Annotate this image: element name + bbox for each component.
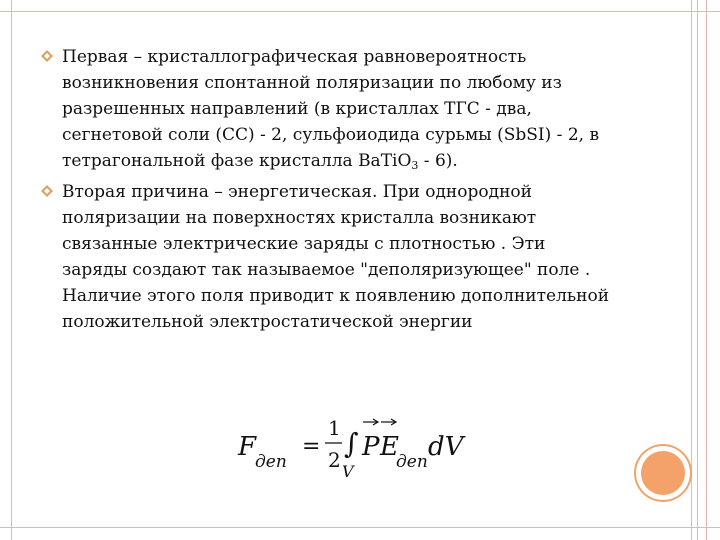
diamond-bullet-icon [40, 49, 54, 63]
paragraph-energetic: Вторая причина – энергетическая. При однородной поляризации на поверхностях кристалла возникают связанные электрические заряды с плотностью . Эти заряды создают так называемое "деполяризующее" поле . Наличие этого поля приводит к появлению дополнительной положительной электростатической энергии [62, 182, 610, 332]
depolarization-energy-formula [228, 405, 468, 485]
formula-dv: dV [428, 432, 464, 462]
list-item [40, 179, 615, 335]
paragraph-crystallographic: Первая – кристаллографическая равновероятность возникновения спонтанной поляризации по любому из разрешенных направлений (в кристаллах ТГС - два, сегнетовой соли (СС) - 2, сульфоиодида сурьмы (SbSI) - 2, в тетрагональной фазе кристалла BaTiO$_3$ - 6). [62, 47, 600, 172]
list-item [40, 44, 615, 179]
formula-integral: ∫ [344, 427, 359, 460]
formula-vector-e: E [380, 432, 399, 462]
decorative-circle [641, 451, 685, 495]
frame-line-right-2 [697, 0, 698, 540]
diamond-bullet-icon [40, 184, 54, 198]
formula-volume: V [342, 462, 354, 481]
formula-lhs: F [238, 432, 257, 462]
formula-fraction-denominator: 2 [328, 448, 341, 472]
frame-line-bottom [0, 527, 720, 528]
frame-line-top [0, 11, 720, 12]
frame-line-right-1 [691, 0, 692, 540]
subscript-3: 3 [411, 159, 419, 172]
formula-equals: = [302, 434, 321, 459]
formula-vector-p: P [362, 432, 380, 462]
formula-e-subscript: деп [396, 452, 428, 472]
formula-lhs-subscript: деп [255, 452, 287, 472]
frame-line-right-3 [706, 0, 707, 540]
formula-fraction-numerator: 1 [328, 416, 341, 440]
frame-line-left [11, 0, 12, 540]
bullet-list [40, 44, 615, 335]
